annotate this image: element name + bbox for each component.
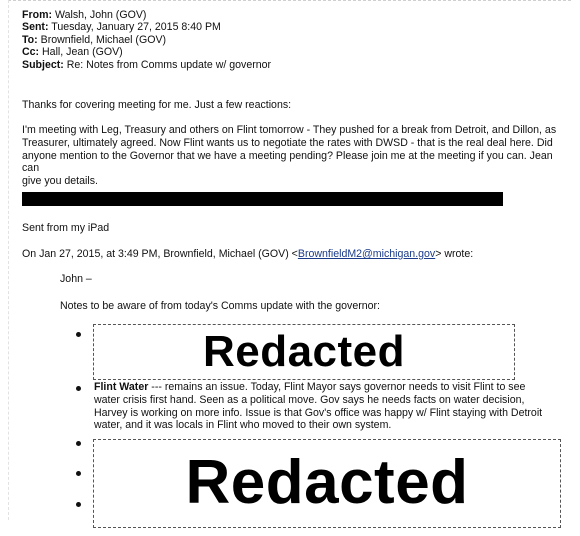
- from-row: [22, 9, 562, 21]
- subject-label: Subject:: [22, 58, 64, 71]
- from-label: From:: [22, 9, 53, 21]
- redaction-bar: [22, 192, 503, 206]
- flint-water-l1: --- remains an issue. Today, Flint Mayor says governor needs to visit Flint to see: [148, 381, 526, 393]
- reply-paragraph: [22, 124, 562, 188]
- reply-para-line-1: I'm meeting with Leg, Treasury and others on Flint tomorrow - They pushed for a break from Detroit, and Dillon, as: [22, 124, 557, 136]
- greeting-text: John –: [60, 273, 92, 285]
- subject-row: [22, 59, 562, 71]
- to-row: [22, 34, 562, 46]
- flint-water-line-3: Harvey is working on more info. Issue is that Gov's office was happy w/ Flint staying with Detroit: [94, 406, 543, 419]
- bullet-dot: [76, 471, 81, 476]
- sent-label: Sent:: [22, 21, 49, 34]
- cc-row: [22, 46, 562, 58]
- to-value: Brownfield, Michael (GOV): [40, 33, 167, 46]
- reply-para-line-3: anyone mention to the Governor that we have a meeting pending? Please join me at the meeting if you can. Jean can: [22, 149, 553, 175]
- redacted-label-2: Redacted: [185, 448, 469, 518]
- bullet-dot: [76, 386, 81, 391]
- sent-from-line: [22, 222, 562, 235]
- redaction-box-2: [93, 439, 561, 528]
- quote-attribution: [22, 248, 562, 261]
- page-border-left: [8, 0, 9, 520]
- to-label: To:: [22, 33, 38, 46]
- flint-water-line-1: [94, 381, 554, 394]
- bullet-dot: [76, 502, 81, 507]
- flint-water-bullet: [94, 381, 554, 432]
- redaction-box-1: [93, 324, 515, 380]
- bullet-dot: [76, 332, 81, 337]
- email-header: [22, 9, 562, 71]
- from-value: Walsh, John (GOV): [54, 9, 147, 21]
- sent-row: [22, 21, 562, 33]
- page-border-top: [8, 0, 571, 1]
- quote-tail: > wrote:: [435, 248, 474, 260]
- greeting: [60, 273, 560, 286]
- sent-from-text: Sent from my iPad: [22, 222, 110, 234]
- cc-value: Hall, Jean (GOV): [42, 46, 123, 59]
- flint-water-line-2: water crisis first hand. Seen as a political move. Gov says he needs facts on water decision,: [94, 393, 525, 406]
- notes-intro-text: Notes to be aware of from today's Comms update with the governor:: [60, 300, 380, 312]
- sender-email-link[interactable]: BrownfieldM2@michigan.gov: [297, 248, 436, 260]
- reply-para-line-4: give you details.: [22, 175, 98, 188]
- subject-value: Re: Notes from Comms update w/ governor: [66, 58, 272, 71]
- cc-label: Cc:: [22, 46, 40, 59]
- bullet-dot: [76, 441, 81, 446]
- reply-line-1: Thanks for covering meeting for me. Just a few reactions:: [22, 99, 292, 111]
- sent-value: Tuesday, January 27, 2015 8:40 PM: [51, 21, 221, 34]
- reply-para-line-2: Treasurer, ultimately agreed. Now Flint wants us to negotiate the rates with DWSD - that is the real deal here. Did: [22, 136, 553, 149]
- flint-water-title: Flint Water: [94, 381, 149, 393]
- reply-opening: [22, 99, 562, 112]
- redacted-label-1: Redacted: [202, 326, 406, 376]
- quote-attribution-text: [22, 248, 562, 261]
- flint-water-line-4: water, and it was locals in Flint who moved to their own system.: [94, 419, 392, 432]
- notes-intro: [60, 300, 560, 313]
- quote-intro: On Jan 27, 2015, at 3:49 PM, Brownfield, Michael (GOV) <: [22, 248, 298, 260]
